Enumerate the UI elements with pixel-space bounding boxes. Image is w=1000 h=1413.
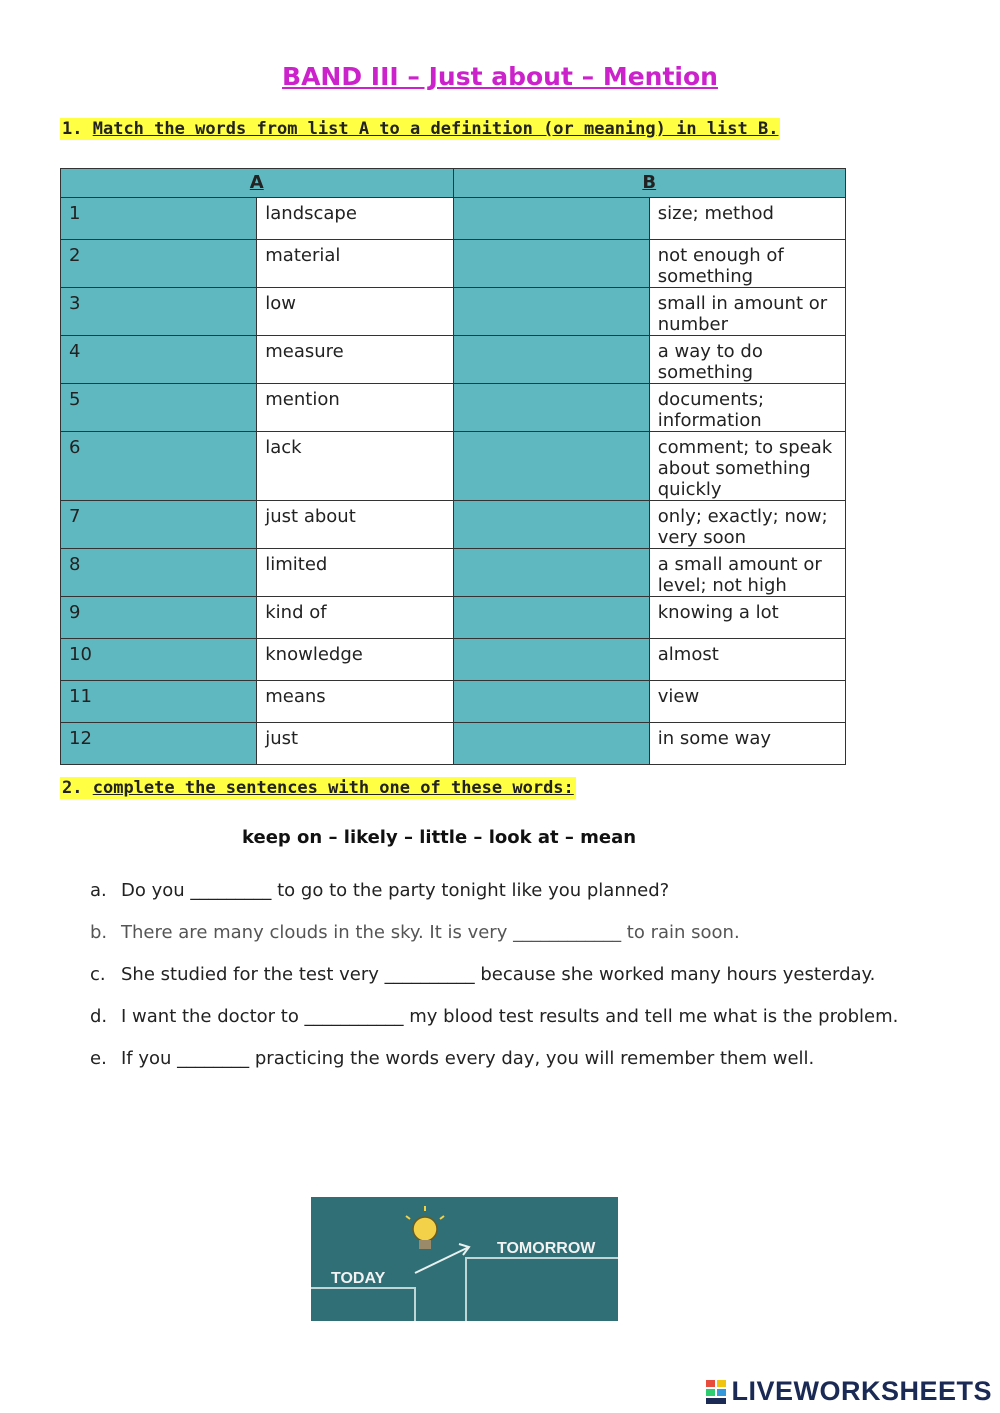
word-cell: low [257,288,453,336]
exercise-1-text: Match the words from list A to a definition (or meaning) in list B. [92,119,779,139]
row-number: 3 [61,288,257,336]
word-bank: keep on – likely – little – look at – mean [242,827,637,848]
answer-cell[interactable] [453,336,649,384]
liveworksheets-logo-icon [705,1379,727,1405]
definition-cell: a small amount or level; not high [649,549,845,597]
row-number: 11 [61,681,257,723]
sentence-text: She studied for the test very __________ because she worked many hours yesterday. [121,964,876,985]
definition-cell: in some way [649,723,845,765]
sentence-label: e. [90,1048,107,1069]
sentence-text: I want the doctor to ___________ my blood test results and tell me what is the problem. [121,1006,899,1027]
table-row [61,597,846,639]
matching-table [60,168,846,765]
word-cell: limited [257,549,453,597]
definition-cell: not enough of something [649,240,845,288]
sentence-item [90,870,910,912]
definition-cell: knowing a lot [649,597,845,639]
row-number: 4 [61,336,257,384]
answer-cell[interactable] [453,681,649,723]
answer-cell[interactable] [453,501,649,549]
sentence-text: There are many clouds in the sky. It is very ____________ to rain soon. [121,922,740,943]
word-cell: means [257,681,453,723]
exercise-2-instruction [60,777,576,799]
row-number: 10 [61,639,257,681]
word-cell: kind of [257,597,453,639]
word-cell: just about [257,501,453,549]
table-row [61,288,846,336]
table-row [61,723,846,765]
row-number: 9 [61,597,257,639]
sentence-label: d. [90,1006,108,1027]
liveworksheets-logo[interactable] [705,1376,992,1407]
word-cell: lack [257,432,453,501]
table-row [61,240,846,288]
sentence-label: c. [90,964,106,985]
today-label: TODAY [331,1270,386,1287]
word-cell: just [257,723,453,765]
sentence-label: b. [90,922,108,943]
answer-cell[interactable] [453,549,649,597]
definition-cell: almost [649,639,845,681]
answer-cell[interactable] [453,384,649,432]
logo-text: LIVEWORKSHEETS [731,1376,992,1406]
definition-cell: comment; to speak about something quickly [649,432,845,501]
definition-cell: small in amount or number [649,288,845,336]
sentence-item [90,912,910,954]
page-title: BAND III – Just about – Mention [282,62,718,91]
row-number: 12 [61,723,257,765]
today-tomorrow-image [311,1197,618,1321]
answer-cell[interactable] [453,198,649,240]
row-number: 5 [61,384,257,432]
definition-cell: only; exactly; now; very soon [649,501,845,549]
exercise-1-instruction [60,118,780,140]
exercise-2-number: 2. [62,778,83,798]
sentence-list [90,870,910,1080]
word-cell: landscape [257,198,453,240]
word-cell: mention [257,384,453,432]
table-row [61,198,846,240]
row-number: 7 [61,501,257,549]
table-row [61,501,846,549]
answer-cell[interactable] [453,639,649,681]
table-row [61,681,846,723]
sentence-item [90,1038,910,1080]
sentence-item [90,954,910,996]
definition-cell: view [649,681,845,723]
definition-cell: a way to do something [649,336,845,384]
table-row [61,549,846,597]
row-number: 6 [61,432,257,501]
table-row [61,639,846,681]
exercise-1-number: 1. [62,119,83,139]
sentence-text: Do you _________ to go to the party tonight like you planned? [121,880,670,901]
word-cell: measure [257,336,453,384]
answer-cell[interactable] [453,723,649,765]
column-a-header: A [61,169,454,198]
sentence-item [90,996,910,1038]
answer-cell[interactable] [453,597,649,639]
table-row [61,336,846,384]
answer-cell[interactable] [453,240,649,288]
row-number: 8 [61,549,257,597]
answer-cell[interactable] [453,432,649,501]
sentence-label: a. [90,880,107,901]
row-number: 2 [61,240,257,288]
word-cell: material [257,240,453,288]
tomorrow-label: TOMORROW [497,1240,596,1257]
definition-cell: documents; information [649,384,845,432]
chalkboard-illustration [311,1197,618,1321]
exercise-2-text: complete the sentences with one of these words: [92,778,574,798]
definition-cell: size; method [649,198,845,240]
answer-cell[interactable] [453,288,649,336]
word-cell: knowledge [257,639,453,681]
table-row [61,432,846,501]
row-number: 1 [61,198,257,240]
table-row [61,384,846,432]
column-b-header: B [453,169,846,198]
table-header-row [61,169,846,198]
sentence-text: If you ________ practicing the words every day, you will remember them well. [121,1048,815,1069]
